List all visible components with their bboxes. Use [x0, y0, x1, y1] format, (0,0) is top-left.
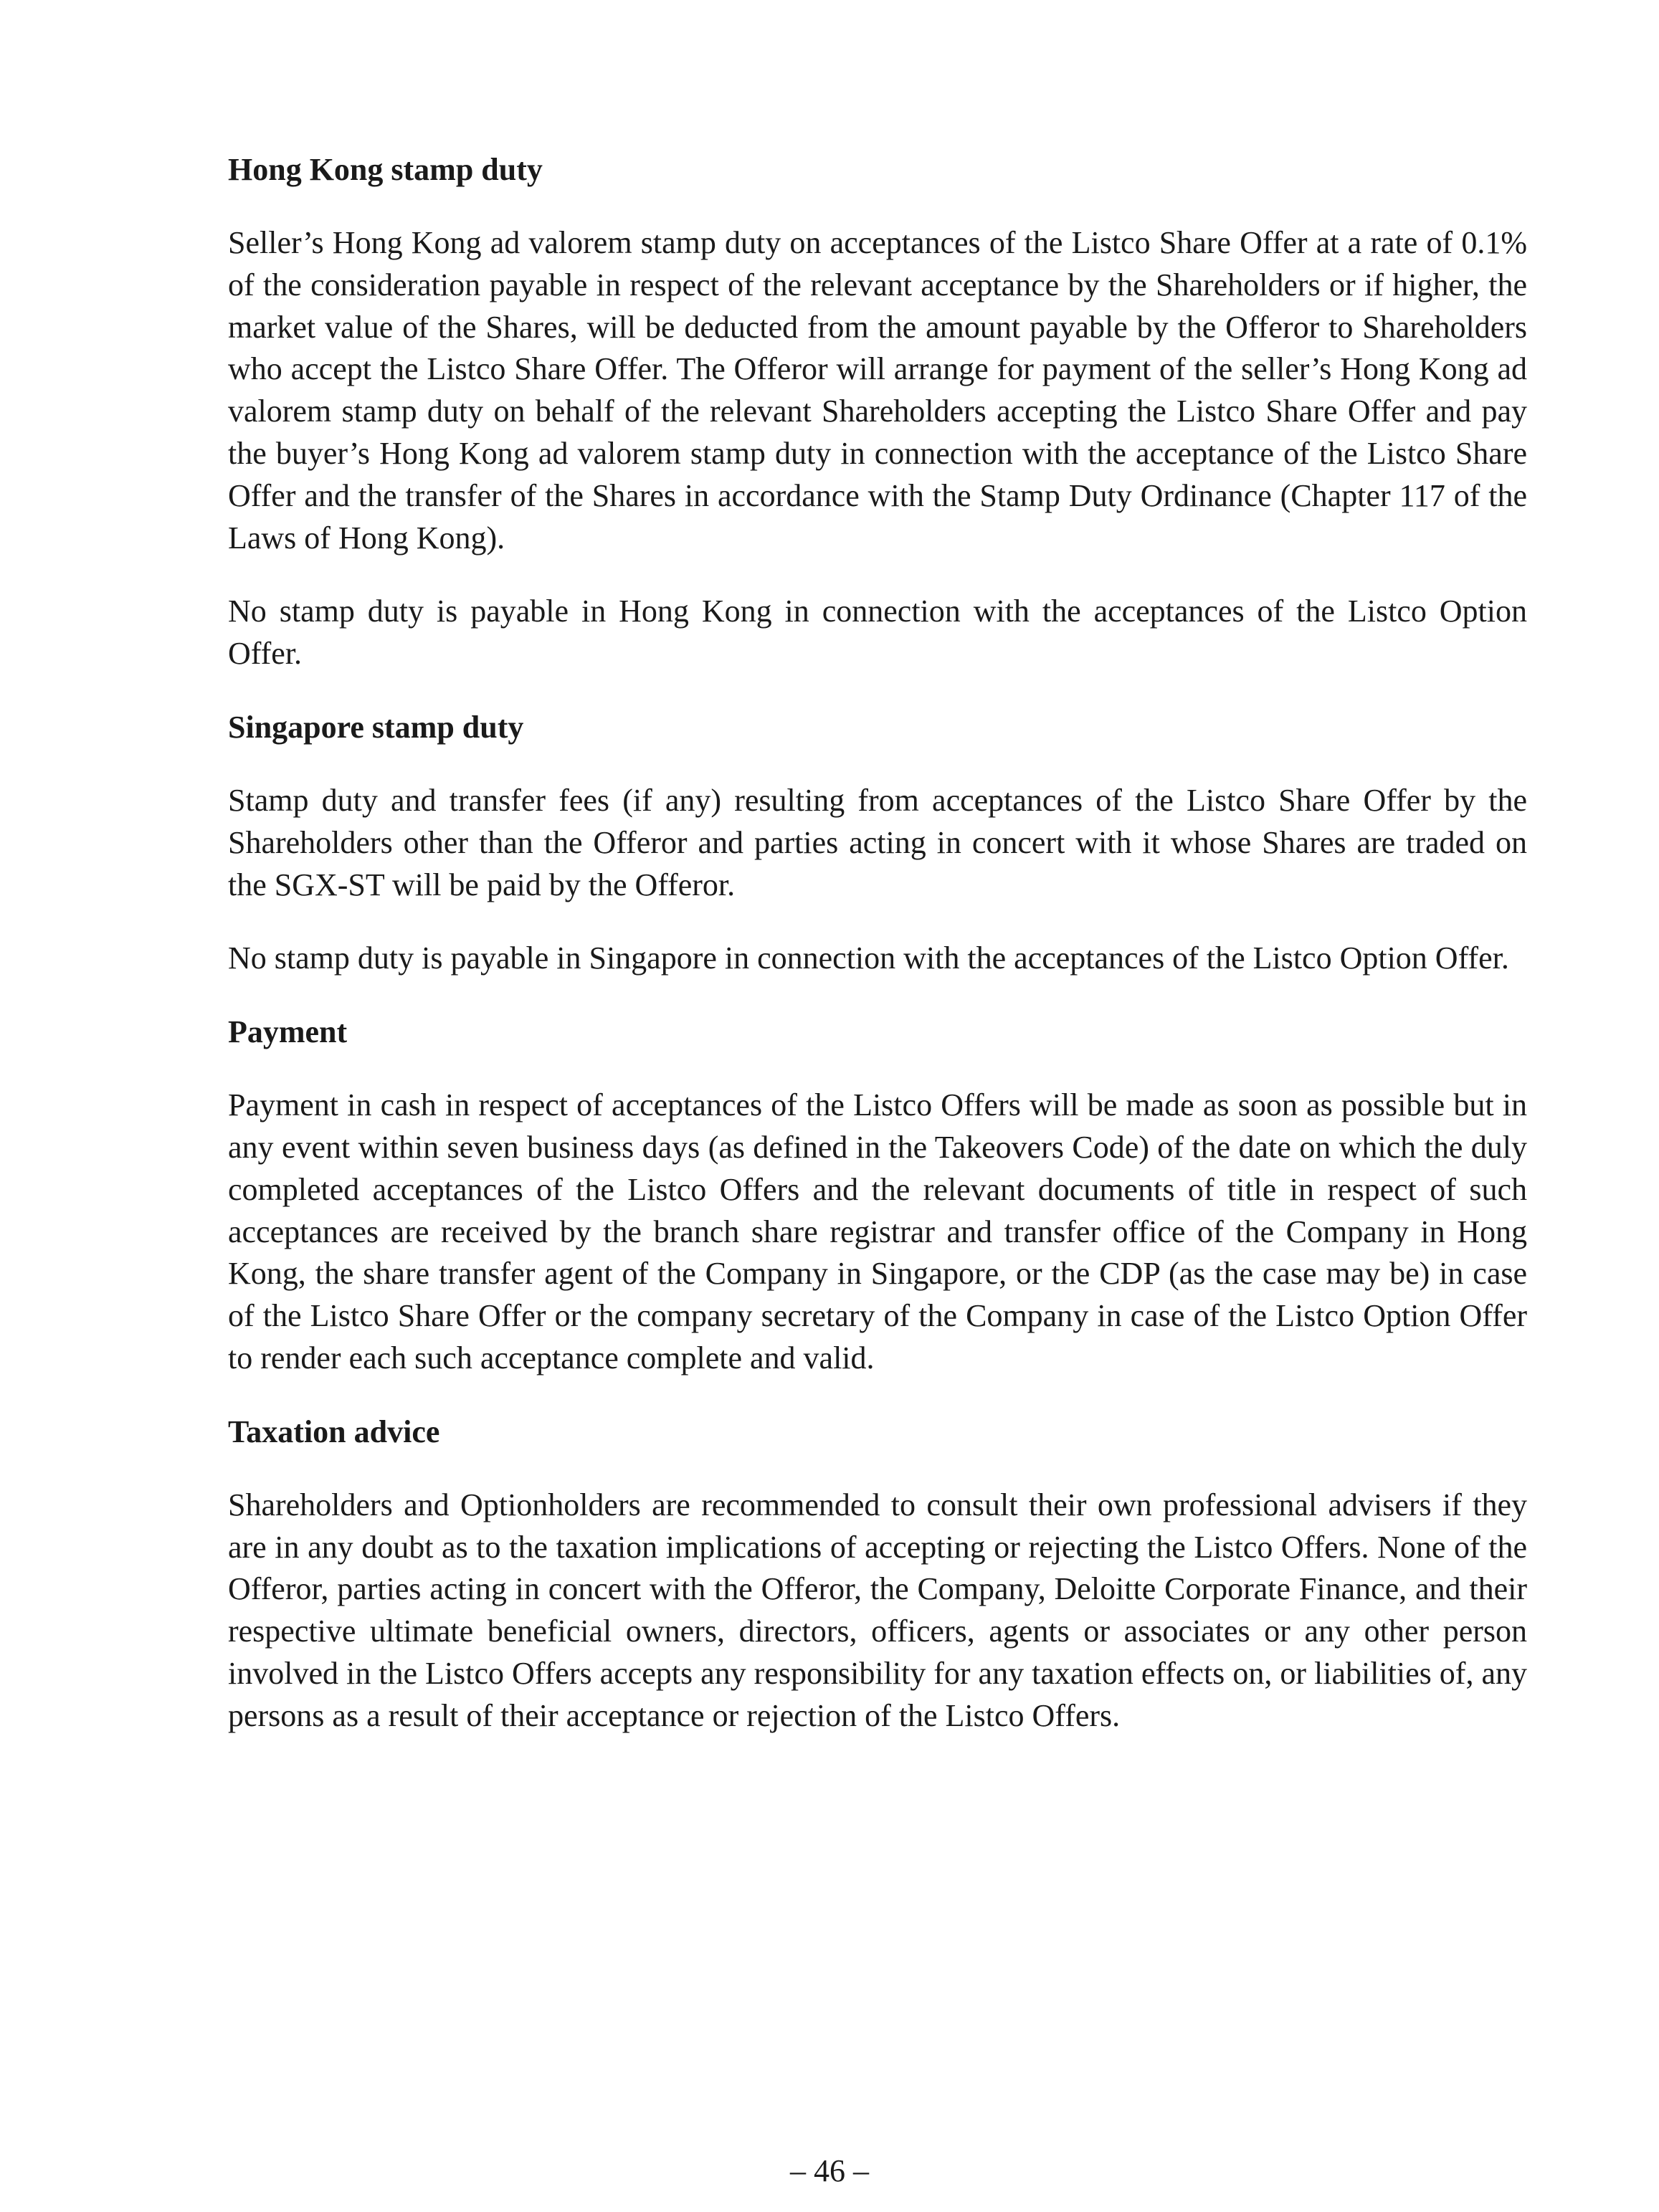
paragraph-hk-seller-stamp-duty: Seller’s Hong Kong ad valorem stamp duty on acceptances of the Listco Share Offer at a rate of 0.1% of the consideration payable in respect of the relevant acceptance by the Shareholders or if higher, the market value of the Shares, will be deducted from the amount payable by the Offeror to Shareholders who accept the Listco Share Offer. The Offeror will arrange for payment of the seller’s Hong Kong ad valorem stamp duty on behalf of the relevant Shareholders accepting the Listco Share Offer and pay the buyer’s Hong Kong ad valorem stamp duty in connection with the acceptance of the Listco Share Offer and the transfer of the Shares in accordance with the Stamp Duty Ordinance (Chapter 117 of the Laws of Hong Kong).: [228, 225, 1527, 556]
paragraph-sg-transfer-fees: Stamp duty and transfer fees (if any) resulting from acceptances of the Listco Share Offer by the Shareholders other than the Offeror and parties acting in concert with it whose Shares are traded on the SGX-ST will be paid by the Offeror.: [228, 782, 1527, 902]
paragraph-hk-option-offer-no-duty: No stamp duty is payable in Hong Kong in connection with the acceptances of the Listco Option Offer.: [228, 593, 1527, 672]
section-heading-singapore-stamp-duty: Singapore stamp duty: [228, 709, 524, 745]
section-heading-payment: Payment: [228, 1014, 348, 1050]
paragraph-sg-option-offer-no-duty: No stamp duty is payable in Singapore in connection with the acceptances of the Listco Option Offer.: [228, 940, 1509, 976]
paragraph-taxation-advice: Shareholders and Optionholders are recommended to consult their own professional advisers if they are in any doubt as to the taxation implications of accepting or rejecting the Listco Offers. None of the Offeror, parties acting in concert with the Offeror, the Company, Deloitte Corporate Finance, and their respective ultimate beneficial owners, directors, officers, agents or associates or any other person involved in the Listco Offers accepts any responsibility for any taxation effects on, or liabilities of, any persons as a result of their acceptance or rejection of the Listco Offers.: [228, 1487, 1527, 1733]
page-number: – 46 –: [790, 2153, 869, 2188]
document-body: [228, 149, 1527, 1769]
paragraph-payment-terms: Payment in cash in respect of acceptances of the Listco Offers will be made as soon as possible but in any event within seven business days (as defined in the Takeovers Code) of the date on which the duly completed acceptances of the Listco Offers and the relevant documents of title in respect of such acceptances are received by the branch share registrar and transfer office of the Company in Hong Kong, the share transfer agent of the Company in Singapore, or the CDP (as the case may be) in case of the Listco Share Offer or the company secretary of the Company in case of the Listco Option Offer to render each such acceptance complete and valid.: [228, 1087, 1527, 1376]
section-heading-hong-kong-stamp-duty: Hong Kong stamp duty: [228, 152, 543, 187]
section-heading-taxation-advice: Taxation advice: [228, 1414, 440, 1449]
